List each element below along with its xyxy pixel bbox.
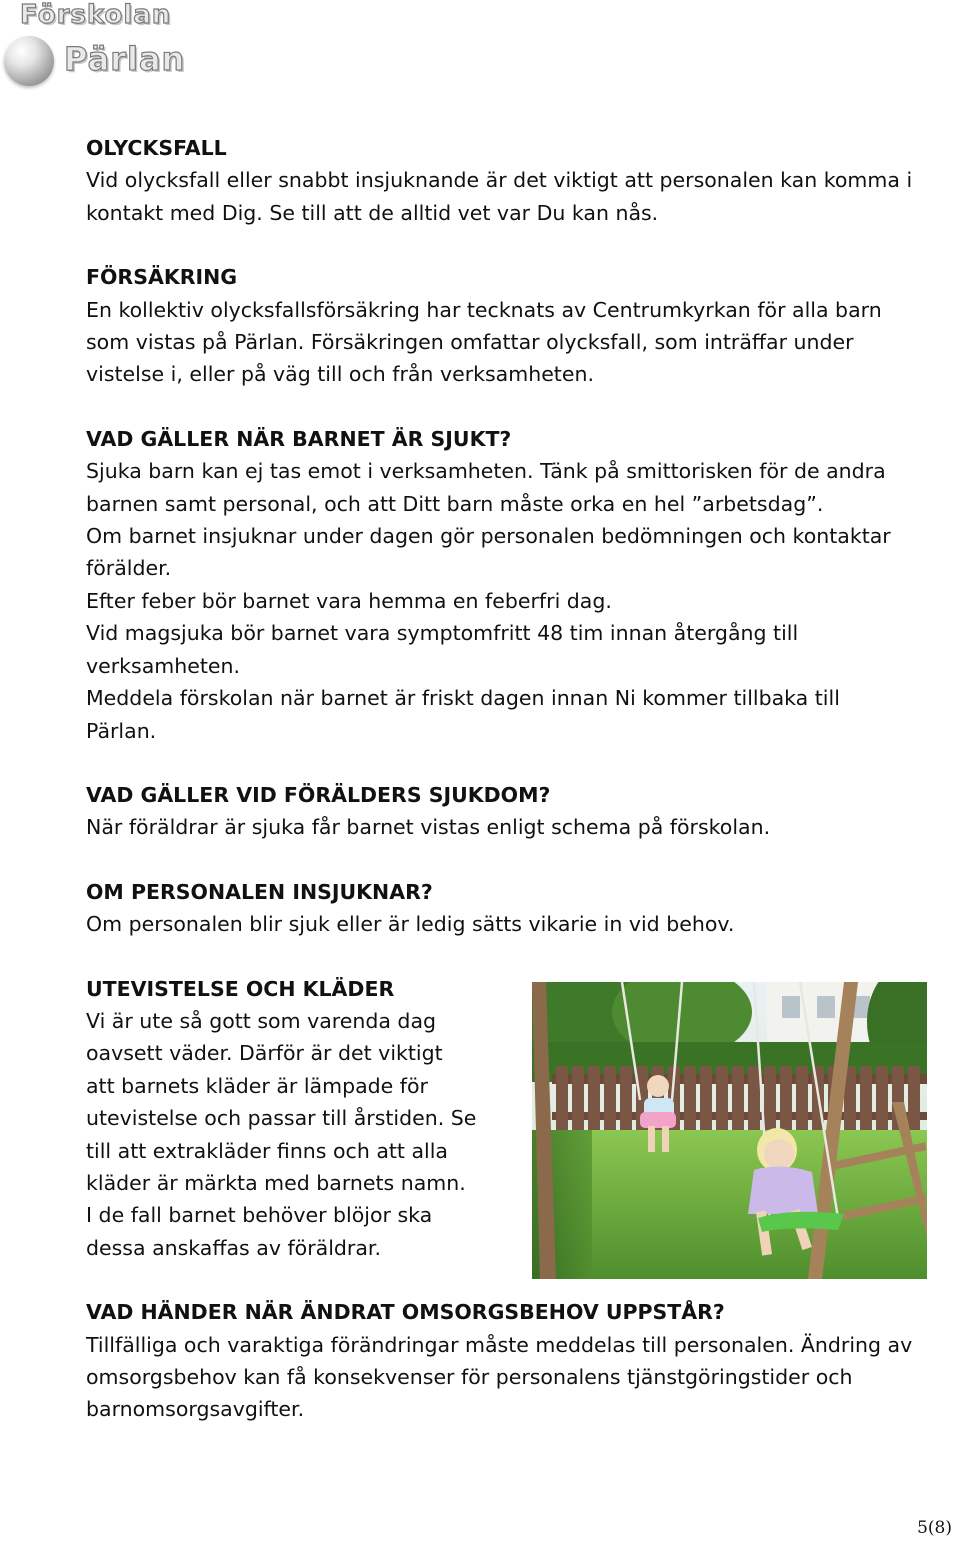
text-line: verksamheten. xyxy=(86,653,241,678)
pearl-icon xyxy=(4,36,54,86)
logo-text-parlan: Pärlan xyxy=(64,40,186,78)
section-olycksfall xyxy=(86,132,956,229)
heading-foralders-sjukdom: VAD GÄLLER VID FÖRÄLDERS SJUKDOM? xyxy=(86,782,551,807)
section-sjukt-barn xyxy=(86,423,956,747)
text-line: omsorgsbehov kan få konsekvenser för personalens tjänstgöringstider och xyxy=(86,1365,853,1389)
text-line: I de fall barnet behöver blöjor ska xyxy=(86,1203,433,1228)
logo-text-forskolan: Förskolan xyxy=(20,0,172,30)
heading-omsorgsbehov: VAD HÄNDER NÄR ÄNDRAT OMSORGSBEHOV UPPSTÅR? xyxy=(86,1300,725,1325)
text-line: oavsett väder. Därför är det viktigt xyxy=(86,1041,443,1066)
text-line: Pärlan. xyxy=(86,718,157,743)
text-line: att barnets kläder är lämpade för xyxy=(86,1073,428,1098)
heading-olycksfall: OLYCKSFALL xyxy=(86,136,227,160)
text-line: En kollektiv olycksfallsförsäkring har tecknats av Centrumkyrkan för alla barn xyxy=(86,297,882,322)
text-line: vistelse i, eller på väg till och från verksamheten. xyxy=(86,362,594,387)
text-line: utevistelse och passar till årstiden. Se xyxy=(86,1106,477,1131)
text-line: Om personalen blir sjuk eller är ledig sätts vikarie in vid behov. xyxy=(86,912,735,937)
text-line: Vi är ute så gott som varenda dag xyxy=(86,1008,437,1033)
page-number: 5(8) xyxy=(917,1518,952,1538)
section-omsorgsbehov xyxy=(86,1296,956,1426)
section-forsakring xyxy=(86,261,956,391)
text-line: kontakt med Dig. Se till att de alltid vet var Du kan nås. xyxy=(86,200,659,225)
text-line: När föräldrar är sjuka får barnet vistas enligt schema på förskolan. xyxy=(86,815,771,840)
heading-utevistelse: UTEVISTELSE OCH KLÄDER xyxy=(86,976,395,1001)
text-line: Meddela förskolan när barnet är friskt dagen innan Ni kommer tillbaka till xyxy=(86,686,840,711)
logo xyxy=(0,0,230,92)
text-line: kläder är märkta med barnets namn. xyxy=(86,1170,466,1195)
text-line: förälder. xyxy=(86,556,172,581)
text-line: Efter feber bör barnet vara hemma en feberfri dag. xyxy=(86,588,612,613)
text-line: Sjuka barn kan ej tas emot i verksamheten. Tänk på smittorisken för de andra xyxy=(86,459,886,484)
text-line: Om barnet insjuknar under dagen gör personalen bedömningen och kontaktar xyxy=(86,524,891,549)
text-line: barnomsorgsavgifter. xyxy=(86,1397,305,1422)
text-line: Tillfälliga och varaktiga förändringar måste meddelas till personalen. Ändring av xyxy=(86,1332,913,1357)
section-personal-insjuknar xyxy=(86,876,956,941)
heading-sjukt-barn: VAD GÄLLER NÄR BARNET ÄR SJUKT? xyxy=(86,426,512,451)
text-line: dessa anskaffas av föräldrar. xyxy=(86,1235,381,1260)
heading-personal-insjuknar: OM PERSONALEN INSJUKNAR? xyxy=(86,879,433,904)
text-line: som vistas på Pärlan. Försäkringen omfattar olycksfall, som inträffar under xyxy=(86,330,854,355)
photo-children-on-swings xyxy=(532,982,927,1279)
text-line: Vid magsjuka bör barnet vara symptomfritt 48 tim innan återgång till xyxy=(86,621,799,646)
text-line: till att extrakläder finns och att alla xyxy=(86,1138,448,1163)
text-line: Vid olycksfall eller snabbt insjuknande är det viktigt att personalen kan komma i xyxy=(86,168,913,193)
heading-forsakring: FÖRSÄKRING xyxy=(86,265,238,290)
section-foralders-sjukdom xyxy=(86,779,956,844)
text-line: barnen samt personal, och att Ditt barn måste orka en hel ”arbetsdag”. xyxy=(86,491,824,516)
